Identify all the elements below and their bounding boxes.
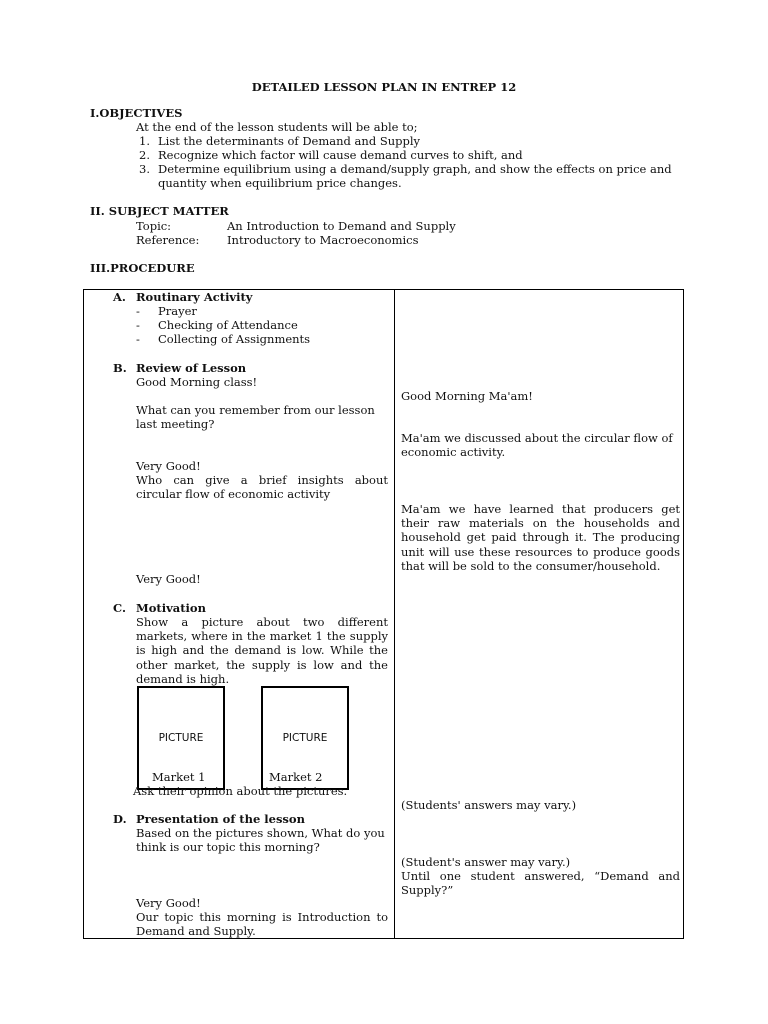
routine-item: Collecting of Assignments (158, 332, 311, 346)
student-line: Until one student answered, “Demand and Supply?” (401, 869, 680, 898)
picture-label: PICTURE (158, 731, 204, 744)
objective-item (139, 148, 684, 162)
topic-label: Topic: (136, 219, 172, 233)
section-d-title: Presentation of the lesson (136, 812, 305, 826)
teacher-line: Very Good! (136, 572, 201, 586)
section-a-letter: A. (113, 290, 126, 304)
picture-label: PICTURE (282, 731, 328, 744)
objectives-heading: I.OBJECTIVES (90, 106, 183, 120)
reference-label: Reference: (136, 233, 200, 247)
teacher-line: Who can give a brief insights about circular flow of economic activity (136, 473, 388, 502)
objective-number: 2. (139, 148, 150, 162)
student-line: Good Morning Ma'am! (401, 389, 533, 403)
picture-caption: Market 2 (269, 770, 323, 784)
objective-number: 1. (139, 134, 150, 148)
section-b-title: Review of Lesson (136, 361, 247, 375)
list-dash: - (136, 332, 140, 346)
teacher-line: Based on the pictures shown, What do you think is our topic this morning? (136, 826, 385, 855)
subject-matter-heading: II. SUBJECT MATTER (90, 204, 229, 218)
column-divider (394, 290, 395, 938)
procedure-heading: III.PROCEDURE (90, 261, 195, 275)
student-line: Ma'am we have learned that producers get their raw materials on the households and household get paid through it. The producing unit will use these resources to produce goods that will be sold to the consumer/household. (401, 502, 680, 573)
reference-value: Introductory to Macroeconomics (227, 233, 419, 247)
student-line: (Students' answers may vary.) (401, 798, 577, 812)
motivation-text: Show a picture about two different markets, where in the market 1 the supply is high and the demand is low. While the other market, the supply is low and the demand is high. (136, 615, 388, 686)
motivation-ask: Ask their opinion about the pictures. (133, 784, 348, 798)
topic-value: An Introduction to Demand and Supply (227, 219, 456, 233)
teacher-line: Good Morning class! (136, 375, 258, 389)
list-dash: - (136, 304, 140, 318)
objective-item (139, 162, 684, 190)
objective-text: Determine equilibrium using a demand/supply graph, and show the effects on price and quantity when equilibrium price changes. (158, 162, 672, 191)
objective-text: List the determinants of Demand and Supply (158, 134, 421, 148)
teacher-line: Very Good! (136, 459, 201, 473)
document-title: DETAILED LESSON PLAN IN ENTREP 12 (251, 80, 517, 94)
teacher-line: Very Good! (136, 896, 201, 910)
section-b-letter: B. (113, 361, 127, 375)
student-line: (Student's answer may vary.) (401, 855, 571, 869)
list-dash: - (136, 318, 140, 332)
teacher-line: Our topic this morning is Introduction to Demand and Supply. (136, 910, 388, 939)
procedure-table (83, 289, 684, 939)
objectives-intro: At the end of the lesson students will be able to; (136, 120, 418, 134)
teacher-line: What can you remember from our lesson last meeting? (136, 403, 375, 432)
student-line: Ma'am we discussed about the circular flow of economic activity. (401, 431, 673, 460)
objective-text: Recognize which factor will cause demand curves to shift, and (158, 148, 523, 162)
section-c-letter: C. (113, 601, 126, 615)
section-c-title: Motivation (136, 601, 206, 615)
routine-item: Checking of Attendance (158, 318, 298, 332)
section-d-letter: D. (113, 812, 127, 826)
objective-number: 3. (139, 162, 150, 176)
objective-item (139, 134, 684, 148)
routine-item: Prayer (158, 304, 197, 318)
section-a-title: Routinary Activity (136, 290, 253, 304)
picture-caption: Market 1 (152, 770, 206, 784)
